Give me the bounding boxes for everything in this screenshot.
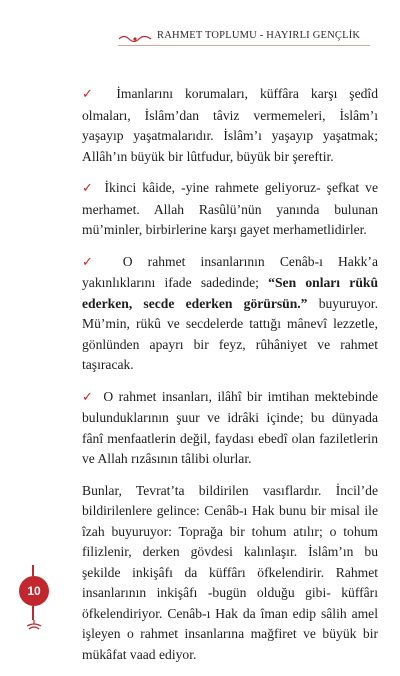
paragraph-5 — [82, 481, 378, 666]
paragraph-3 — [82, 252, 378, 376]
header-ornament-icon — [118, 34, 152, 44]
page-number-badge: 10 — [19, 576, 49, 606]
paragraph-1 — [82, 84, 378, 167]
paragraph-text: O rahmet insanları, ilâhî bir imtihan mektebinde bulunduklarının şuur ve idrâki içinde; bu dünyada fânî menfaatlerin değil, faydası ebedî olan faziletlerin ve Allah rızâsının tâlibi olurlar. — [82, 388, 378, 466]
paragraph-text: İkinci kâide, -yine rahmete geliyoruz- şefkat ve merhamet. Allah Rasûlü’nün yanında bulunan mü’minler, birbirlerine karşı gayet merhametlidirler. — [82, 180, 378, 237]
page-number-rule-top — [32, 565, 34, 576]
paragraph-text: İmanlarını korumaları, küffâra karşı şedîd olmaları, İslâm’dan tâviz vermemeleri, İslâm’ı yaşayıp yaşatmalarıdır. İslâm’ı yaşayıp yaşatmak; Allâh’ın büyük bir lûtfudur, büyük bir şereftir. — [82, 86, 378, 164]
page-body — [82, 84, 378, 676]
checkmark-icon: ✓ — [82, 389, 95, 405]
header-rule — [118, 45, 370, 46]
paragraph-text: Bunlar, Tevrat’ta bildirilen vasıflardır. İncil’de bildirilenlere gelince: Cenâb-ı Hak bunu bir misal ile îzah buyuruyor: Toprağa bir tohum atılır; o tohum filizlenir, derken gövdesi kalınlaşır. İslâm’ın bu şekilde inkişâfı da küffârı öfkelendirir. Rahmet insanlarının inkişâfı -bugün olduğu gibi- küffârı öfkelendiriyor. Cenâb-ı Hak da îman edip sâlih amel işleyen o rahmet insanlarına mağfiret ve büyük bir mükâfat vaad ediyor. — [82, 482, 378, 662]
paragraph-4 — [82, 387, 378, 470]
checkmark-icon: ✓ — [82, 87, 102, 102]
running-header — [0, 27, 400, 47]
checkmark-icon: ✓ — [82, 254, 105, 270]
page-number-rule-bottom — [32, 606, 34, 620]
footer-ornament-icon — [24, 620, 44, 630]
checkmark-icon: ✓ — [82, 181, 96, 196]
quoted-verse: “Sen onları rükû ederken, secde ederken görürsün.” — [82, 275, 378, 311]
paragraph-text: O rahmet insanlarının Cenâb-ı Hakk’a yakınlıklarını ifade sadedinde; — [82, 253, 378, 290]
paragraph-text: buyuruyor. Mü’min, rükû ve secdelerde tattığı mânevî lezzetle, gönlünden apayrı bir feyz, rûhâniyet ve rahmet taşıracak. — [82, 295, 378, 372]
paragraph-2 — [82, 178, 378, 241]
running-title: RAHMET TOPLUMU - HAYIRLI GENÇLİK — [157, 30, 361, 41]
